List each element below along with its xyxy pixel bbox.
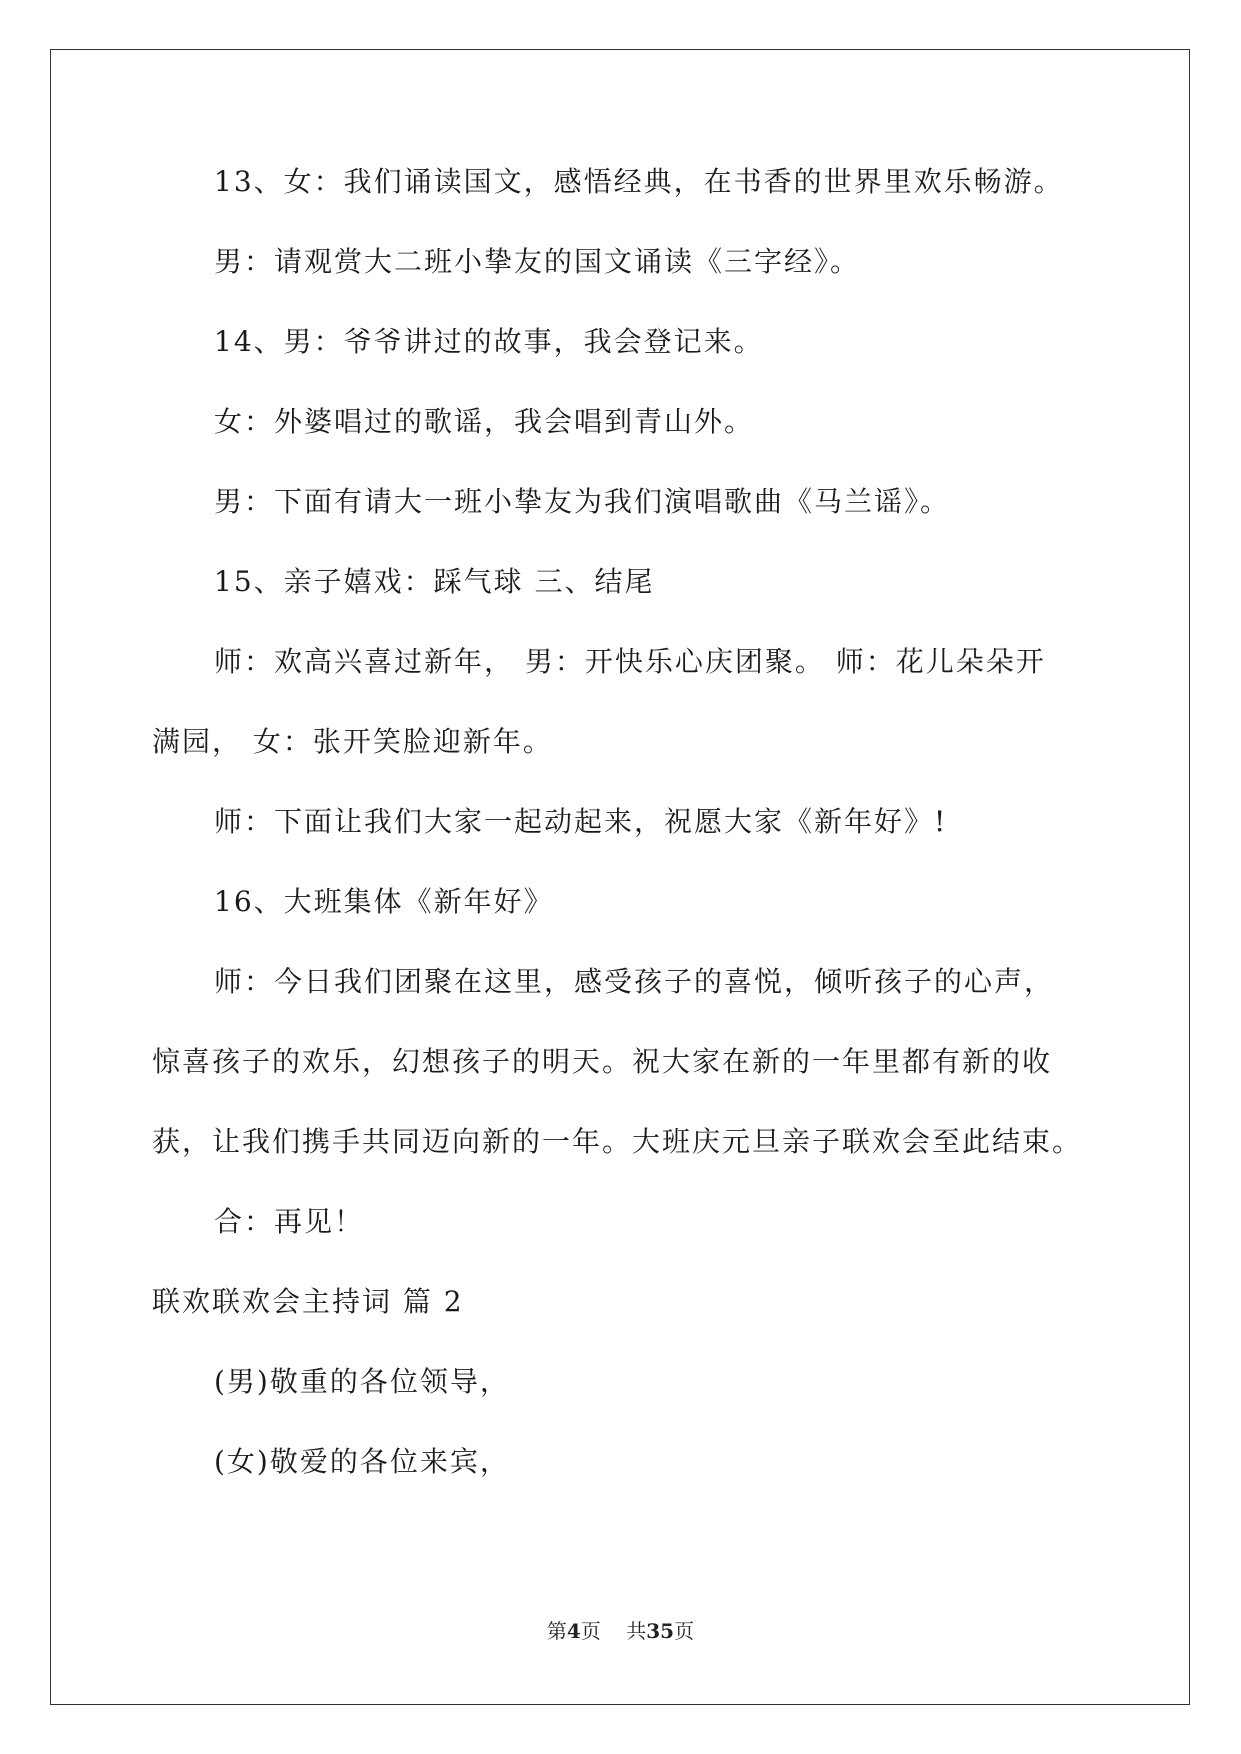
section-heading: 联欢联欢会主持词 篇 2 <box>152 1285 464 1318</box>
paragraph: (女)敬爱的各位来宾， <box>214 1445 510 1478</box>
paragraph-multiline <box>152 640 1092 764</box>
paragraph: 15、亲子嬉戏：踩气球 三、结尾 <box>214 565 655 598</box>
paragraph-line: 满园， 女：张开笑脸迎新年。 <box>152 725 553 758</box>
paragraph-line: 惊喜孩子的欢乐，幻想孩子的明天。祝大家在新的一年里都有新的收 <box>152 1045 1053 1078</box>
paragraph: 16、大班集体《新年好》 <box>214 885 554 918</box>
footer-suffix: 页 <box>674 1619 695 1643</box>
paragraph: 14、男：爷爷讲过的故事，我会登记来。 <box>214 325 764 358</box>
paragraph: 师：下面让我们大家一起动起来，祝愿大家《新年好》! <box>214 805 948 838</box>
paragraph-line: 师：欢高兴喜过新年， 男：开快乐心庆团聚。 师：花儿朵朵开 <box>214 645 1046 678</box>
current-page-number: 4 <box>566 1619 581 1643</box>
paragraph: 男：请观赏大二班小挚友的国文诵读《三字经》。 <box>214 245 861 278</box>
paragraph: 男：下面有请大一班小挚友为我们演唱歌曲《马兰谣》。 <box>214 485 951 518</box>
paragraph: 13、女：我们诵读国文，感悟经典，在书香的世界里欢乐畅游。 <box>214 165 1064 198</box>
total-page-number: 35 <box>646 1619 675 1643</box>
footer-prefix: 第 <box>546 1619 567 1643</box>
paragraph: (男)敬重的各位领导， <box>214 1365 510 1398</box>
page-footer <box>0 1615 1241 1644</box>
paragraph-multiline <box>152 960 1092 1164</box>
paragraph: 合：再见！ <box>214 1205 365 1238</box>
paragraph: 女：外婆唱过的歌谣，我会唱到青山外。 <box>214 405 755 438</box>
footer-mid: 页 共 <box>580 1619 647 1643</box>
document-body <box>152 160 1092 1520</box>
paragraph-line: 师：今日我们团聚在这里，感受孩子的喜悦，倾听孩子的心声， <box>214 965 1055 998</box>
paragraph-line: 获，让我们携手共同迈向新的一年。大班庆元旦亲子联欢会至此结束。 <box>152 1125 1083 1158</box>
